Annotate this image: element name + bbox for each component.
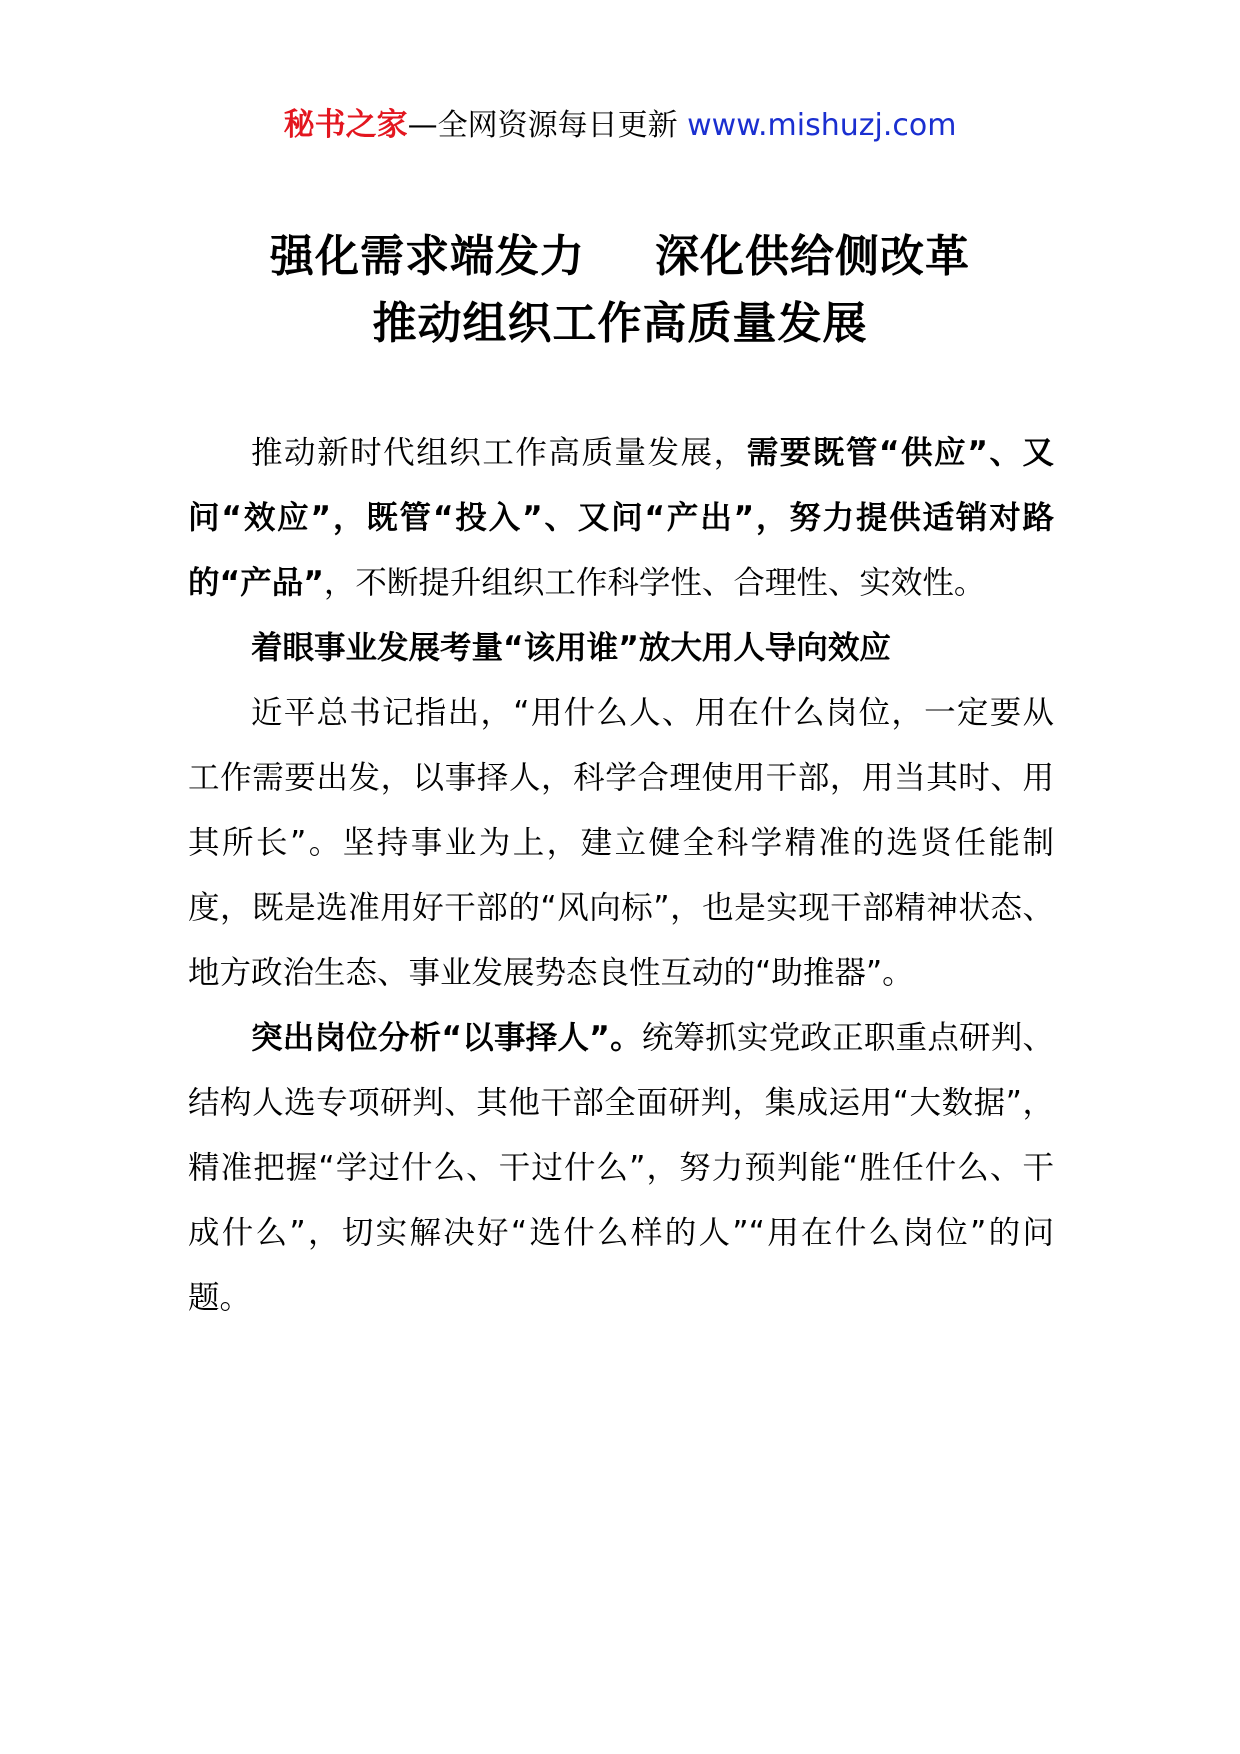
document-title-line-2: 推动组织工作高质量发展: [372, 298, 868, 349]
intro-lead: 推动新时代组织工作高质量发展，: [251, 435, 747, 471]
paragraph-quote: 近平总书记指出，“用什么人、用在什么岗位，一定要从工作需要出发，以事择人，科学合理使用干部，用当其时、用其所长”。坚持事业为上，建立健全科学精准的选贤任能制度，既是选准用好干部的“风向标”，也是实现干部精神状态、地方政治生态、事业发展势态良性互动的“助推器”。: [188, 695, 1054, 991]
intro-rest: ，不断提升组织工作科学性、合理性、实效性。: [323, 565, 986, 601]
title-phrase-1: 强化需求端发力: [270, 231, 585, 282]
site-tagline: —全网资源每日更新: [407, 108, 688, 143]
site-header: [0, 100, 1240, 151]
section-heading: 着眼事业发展考量“该用谁”放大用人导向效应: [251, 630, 891, 666]
document-title-line-1: [0, 222, 1240, 292]
intro-emphasis: 需要既管“供应”、又问“效应”，既管“投入”、又问“产出”，努力提供适销对路的“产品”: [188, 435, 1054, 601]
subheading-post-analysis: 突出岗位分析“以事择人”。: [251, 1020, 642, 1056]
document-body: [188, 421, 1054, 1331]
site-brand: 秘书之家: [283, 107, 408, 143]
title-phrase-2: 深化供给侧改革: [655, 231, 970, 282]
paragraph-post-analysis: [188, 1006, 1054, 1331]
paragraph-intro: [188, 421, 1054, 616]
post-analysis-text: 统筹抓实党政正职重点研判、结构人选专项研判、其他干部全面研判，集成运用“大数据”，精准把握“学过什么、干过什么”，努力预判能“胜任什么、干成什么”，切实解决好“选什么样的人”“用在什么岗位”的问题。: [188, 1020, 1054, 1316]
site-url-link[interactable]: www.mishuzj.com: [687, 108, 957, 143]
